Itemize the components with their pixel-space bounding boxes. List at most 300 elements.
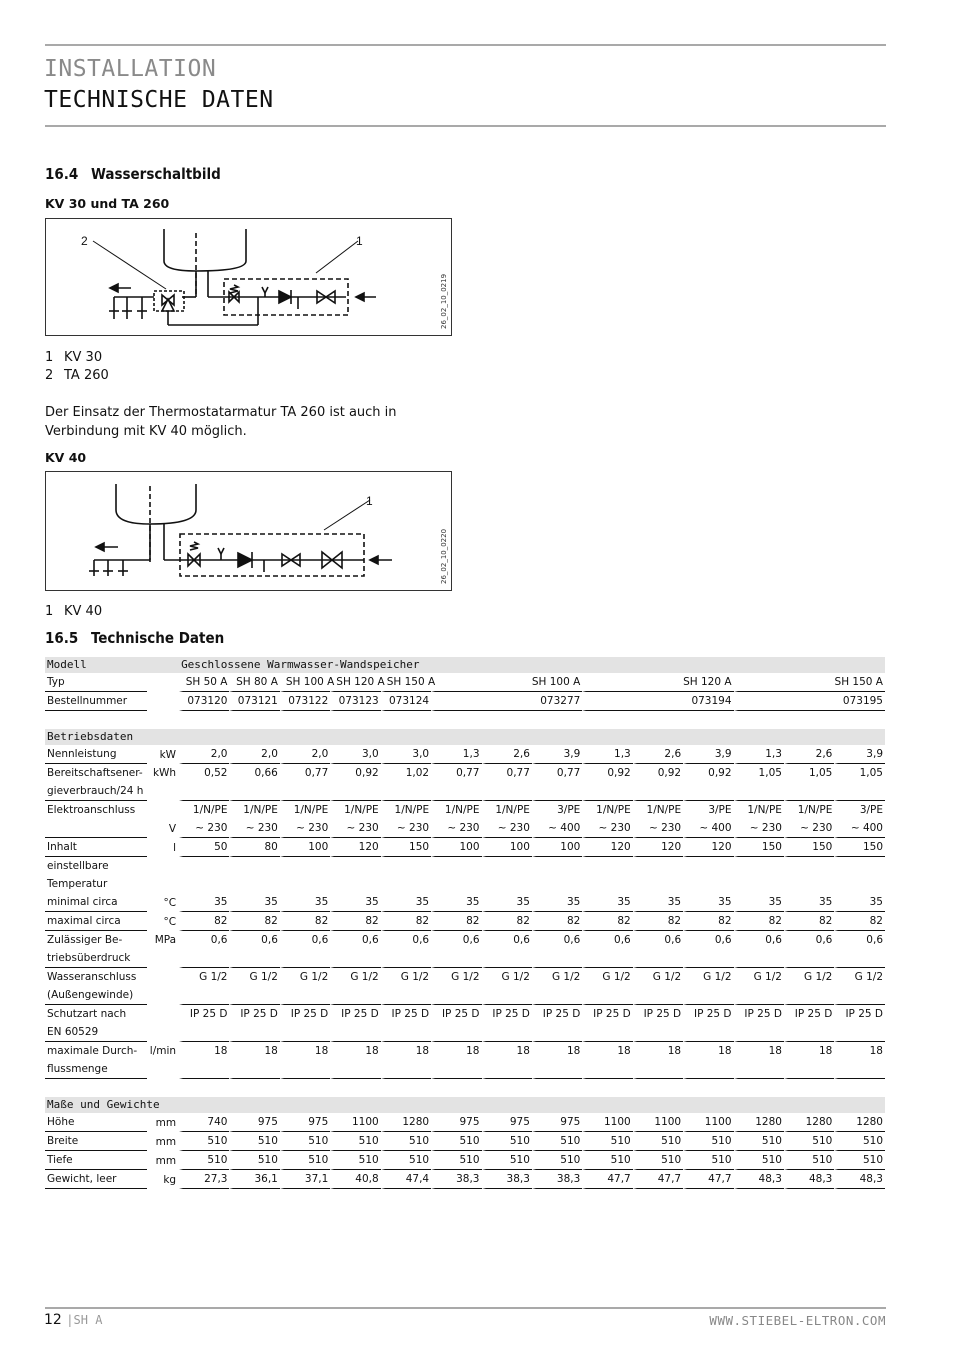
table-cell: 3,0 [330, 745, 380, 764]
table-cell: G 1/2 [784, 968, 834, 986]
table-cell [734, 986, 784, 1005]
table-cell: ~ 230 [330, 819, 380, 838]
spacer-row [45, 711, 885, 729]
table-cell [381, 1023, 431, 1042]
table-cell: 1,05 [834, 764, 885, 782]
table-cell: ~ 230 [431, 819, 481, 838]
table-cell: 3,0 [381, 745, 431, 764]
table-cell: 0,6 [330, 931, 380, 949]
table-row [45, 1151, 885, 1170]
table-cell: SH 80 A [229, 673, 279, 692]
section-row [45, 1097, 885, 1113]
table-cell: 18 [784, 1042, 834, 1060]
row-label: Gewicht, leer [45, 1170, 147, 1189]
table-cell: 1280 [784, 1113, 834, 1132]
table-cell: 1,3 [431, 745, 481, 764]
table-cell [147, 657, 179, 673]
table-cell: 2,0 [229, 745, 279, 764]
table-cell: ~ 400 [683, 819, 733, 838]
row-label: Bereitschaftsener- [47, 767, 143, 779]
table-cell [734, 1060, 784, 1079]
section-number: 16.5 [45, 629, 79, 647]
table-cell [633, 875, 683, 893]
row-unit [147, 949, 179, 968]
table-cell [633, 986, 683, 1005]
table-row [45, 1060, 885, 1079]
table-cell: 18 [381, 1042, 431, 1060]
table-cell [330, 1023, 380, 1042]
table-row [45, 875, 885, 893]
table-cell [532, 986, 582, 1005]
table-cell [280, 986, 330, 1005]
row-unit: kg [163, 1174, 177, 1186]
header-top-rule [45, 44, 886, 46]
table-cell: 510 [683, 1151, 733, 1170]
table-cell: 82 [280, 912, 330, 931]
table-cell: IP 25 D [229, 1005, 279, 1023]
table-cell [532, 875, 582, 893]
table-cell: SH 150 A [734, 673, 885, 692]
table-cell: 27,3 [179, 1170, 229, 1189]
table-cell: 510 [784, 1151, 834, 1170]
table-cell [784, 875, 834, 893]
table-cell: 120 [582, 838, 632, 857]
table-cell: ~ 400 [834, 819, 885, 838]
table-cell: 975 [229, 1113, 279, 1132]
table-cell: 1,05 [734, 764, 784, 782]
table-cell: G 1/2 [582, 968, 632, 986]
table-cell: IP 25 D [179, 1005, 229, 1023]
table-cell [179, 782, 229, 801]
table-cell [482, 1060, 532, 1079]
table-cell [734, 857, 784, 875]
table-cell [784, 1023, 834, 1042]
table-cell: 18 [683, 1042, 733, 1060]
table-row [45, 1042, 885, 1060]
table-cell: 073277 [431, 692, 582, 711]
table-cell: 82 [431, 912, 481, 931]
table-cell: 1/N/PE [280, 801, 330, 819]
row-unit [147, 782, 179, 801]
section-title: Wasserschaltbild [91, 165, 221, 183]
table-row [45, 1170, 885, 1189]
table-cell: SH 150 A [381, 673, 431, 692]
row-unit: mm [155, 1136, 177, 1148]
row-unit [147, 1005, 179, 1023]
table-cell [532, 949, 582, 968]
table-cell: 1/N/PE [734, 801, 784, 819]
table-cell: 150 [381, 838, 431, 857]
table-cell: 47,7 [582, 1170, 632, 1189]
section-label-betriebsdaten: Betriebsdaten [45, 729, 885, 745]
table-cell [179, 857, 229, 875]
table-row [45, 801, 885, 819]
table-cell [431, 949, 481, 968]
table-cell [229, 1060, 279, 1079]
table-cell [582, 949, 632, 968]
table-cell: 975 [280, 1113, 330, 1132]
table-cell: 82 [784, 912, 834, 931]
table-cell: 510 [482, 1151, 532, 1170]
table-cell [582, 1023, 632, 1042]
table-cell: 0,6 [280, 931, 330, 949]
spacer-row [45, 1079, 885, 1097]
table-cell [683, 986, 733, 1005]
table-cell [683, 949, 733, 968]
table-cell: 100 [280, 838, 330, 857]
table-cell [431, 875, 481, 893]
table-cell [633, 1023, 683, 1042]
table-cell [633, 782, 683, 801]
table-cell [381, 949, 431, 968]
table-cell: G 1/2 [482, 968, 532, 986]
table-cell: 073122 [280, 692, 330, 711]
table-cell [179, 986, 229, 1005]
table-cell [431, 782, 481, 801]
table-cell: 1/N/PE [431, 801, 481, 819]
table-cell: 510 [482, 1132, 532, 1151]
table-cell: SH 120 A [582, 673, 733, 692]
table-cell: 48,3 [734, 1170, 784, 1189]
table-cell: 0,92 [582, 764, 632, 782]
row-label: Nennleistung [45, 745, 147, 764]
table-cell: 35 [683, 893, 733, 912]
table-cell [633, 1060, 683, 1079]
table-cell: 82 [834, 912, 885, 931]
table-cell [330, 782, 380, 801]
table-cell [229, 986, 279, 1005]
table-cell: 1,3 [734, 745, 784, 764]
table-cell: 3,9 [683, 745, 733, 764]
table-cell: G 1/2 [179, 968, 229, 986]
table-cell: IP 25 D [431, 1005, 481, 1023]
table-cell: 3/PE [683, 801, 733, 819]
table-row [45, 893, 885, 912]
section-title: Technische Daten [91, 629, 225, 647]
table-cell: ~ 230 [179, 819, 229, 838]
legend-1-item: 2 TA 260 [45, 368, 109, 383]
table-cell: 3,9 [834, 745, 885, 764]
table-row [45, 912, 885, 931]
table-cell: 36,1 [229, 1170, 279, 1189]
table-cell [179, 1060, 229, 1079]
table-cell: 0,77 [280, 764, 330, 782]
table-cell: G 1/2 [431, 968, 481, 986]
table-cell: ~ 230 [734, 819, 784, 838]
row-label: triebsüberdruck [45, 949, 147, 968]
table-cell [482, 782, 532, 801]
table-cell: 18 [834, 1042, 885, 1060]
table-cell: 510 [330, 1151, 380, 1170]
table-cell: 18 [179, 1042, 229, 1060]
table-cell: 073195 [734, 692, 885, 711]
row-label: Elektroanschluss [47, 804, 136, 816]
row-unit: mm [155, 1117, 177, 1129]
row-unit: kW [159, 749, 177, 761]
table-cell: 38,3 [532, 1170, 582, 1189]
row-label: Schutzart nach [47, 1008, 127, 1020]
table-cell: 1,3 [582, 745, 632, 764]
row-label: Zulässiger Be- [47, 934, 123, 946]
table-cell [330, 949, 380, 968]
table-cell [431, 1023, 481, 1042]
table-cell: 18 [280, 1042, 330, 1060]
diagram1-label-2: 2 [81, 234, 88, 248]
table-cell [582, 1060, 632, 1079]
table-cell: G 1/2 [683, 968, 733, 986]
table-cell: 37,1 [280, 1170, 330, 1189]
table-cell [280, 857, 330, 875]
table-cell [330, 1060, 380, 1079]
table-cell: 2,6 [633, 745, 683, 764]
table-cell: 0,77 [482, 764, 532, 782]
table-cell: G 1/2 [834, 968, 885, 986]
table-cell [482, 949, 532, 968]
table-cell [280, 1023, 330, 1042]
table-cell: 510 [834, 1151, 885, 1170]
table-cell [431, 986, 481, 1005]
table-cell: 073120 [179, 692, 229, 711]
table-cell: 3,9 [532, 745, 582, 764]
table-cell: 2,6 [482, 745, 532, 764]
table-cell: G 1/2 [532, 968, 582, 986]
row-label: Tiefe [45, 1151, 147, 1170]
row-unit [147, 968, 179, 986]
table-cell: 100 [482, 838, 532, 857]
row-unit: l/min [149, 1045, 177, 1057]
table-cell: 0,66 [229, 764, 279, 782]
table-cell: 82 [330, 912, 380, 931]
table-cell: 82 [532, 912, 582, 931]
table-cell: 510 [179, 1151, 229, 1170]
table-cell: 0,6 [734, 931, 784, 949]
table-cell: SH 100 A [431, 673, 582, 692]
table-cell: 18 [482, 1042, 532, 1060]
table-row [45, 819, 885, 838]
table-cell [834, 782, 885, 801]
table-cell: 0,6 [431, 931, 481, 949]
table-row [45, 782, 885, 801]
table-cell [482, 857, 532, 875]
table-cell [179, 1023, 229, 1042]
table-cell: 47,4 [381, 1170, 431, 1189]
table-cell: 975 [482, 1113, 532, 1132]
table-cell [633, 949, 683, 968]
table-cell: 35 [582, 893, 632, 912]
note-paragraph: Der Einsatz der Thermostatarmatur TA 260 ist auch in Verbindung mit KV 40 möglich. [45, 405, 397, 439]
legend-2-item: 1 KV 40 [45, 604, 103, 619]
table-cell: 1100 [330, 1113, 380, 1132]
table-cell: 510 [784, 1132, 834, 1151]
table-cell: 1100 [582, 1113, 632, 1132]
row-unit: °C [163, 916, 177, 928]
table-cell [734, 875, 784, 893]
table-cell [734, 1023, 784, 1042]
table-cell: 510 [179, 1132, 229, 1151]
table-cell: IP 25 D [734, 1005, 784, 1023]
table-cell [431, 857, 481, 875]
table-cell: ~ 230 [229, 819, 279, 838]
table-cell: 1/N/PE [482, 801, 532, 819]
table-cell: 073124 [381, 692, 431, 711]
row-unit [147, 692, 179, 711]
order-number-row [45, 692, 885, 711]
table-cell [683, 1023, 733, 1042]
table-cell: 0,92 [330, 764, 380, 782]
table-cell: 510 [734, 1132, 784, 1151]
model-value: Geschlossene Warmwasser-Wandspeicher [179, 657, 885, 673]
table-cell: 100 [532, 838, 582, 857]
table-cell [229, 875, 279, 893]
table-cell: 1100 [633, 1113, 683, 1132]
table-row [45, 1005, 885, 1023]
table-cell [633, 857, 683, 875]
table-cell: 510 [532, 1151, 582, 1170]
section-label-masse: Maße und Gewichte [45, 1097, 885, 1113]
table-cell: 35 [381, 893, 431, 912]
table-row [45, 838, 885, 857]
table-cell: 0,52 [179, 764, 229, 782]
table-cell: 2,6 [784, 745, 834, 764]
table-cell: 3/PE [834, 801, 885, 819]
table-cell [582, 782, 632, 801]
table-row [45, 764, 885, 782]
table-cell: 82 [179, 912, 229, 931]
table-cell: 82 [683, 912, 733, 931]
table-cell: ~ 230 [582, 819, 632, 838]
table-cell: 0,92 [683, 764, 733, 782]
table-cell: 1280 [834, 1113, 885, 1132]
table-cell: ~ 230 [280, 819, 330, 838]
table-cell: IP 25 D [683, 1005, 733, 1023]
table-cell [179, 875, 229, 893]
row-unit: °C [163, 897, 177, 909]
table-cell [381, 1060, 431, 1079]
table-cell [532, 1060, 582, 1079]
website-url: WWW.STIEBEL-ELTRON.COM [709, 1313, 886, 1328]
table-cell: 35 [229, 893, 279, 912]
table-cell: 38,3 [431, 1170, 481, 1189]
table-cell: 38,3 [482, 1170, 532, 1189]
table-cell [582, 875, 632, 893]
table-cell [482, 875, 532, 893]
diagram-drawing [46, 472, 451, 590]
table-cell [784, 1060, 834, 1079]
table-cell: 1280 [381, 1113, 431, 1132]
row-unit: MPa [154, 934, 177, 946]
page-title: TECHNISCHE DATEN [44, 87, 274, 113]
table-cell [229, 1023, 279, 1042]
table-cell: 82 [582, 912, 632, 931]
page-number: 12 |SH A [44, 1312, 103, 1328]
table-cell: 82 [633, 912, 683, 931]
table-cell: ~ 400 [532, 819, 582, 838]
table-cell: 48,3 [784, 1170, 834, 1189]
table-cell: 0,6 [683, 931, 733, 949]
table-cell: 510 [431, 1151, 481, 1170]
table-cell: 35 [179, 893, 229, 912]
table-cell: 2,0 [280, 745, 330, 764]
section-heading-16-5 [45, 629, 224, 647]
table-cell: 100 [431, 838, 481, 857]
table-cell: 2,0 [179, 745, 229, 764]
table-cell: 510 [633, 1132, 683, 1151]
header-section: INSTALLATION [44, 56, 217, 82]
table-cell [330, 875, 380, 893]
table-cell [381, 986, 431, 1005]
table-cell [784, 949, 834, 968]
model-row [45, 657, 885, 673]
table-cell: SH 100 A [280, 673, 330, 692]
table-cell: IP 25 D [633, 1005, 683, 1023]
table-cell: 0,6 [532, 931, 582, 949]
table-cell: 510 [683, 1132, 733, 1151]
table-cell [734, 782, 784, 801]
table-cell: IP 25 D [482, 1005, 532, 1023]
row-label: Bestellnummer [45, 692, 147, 711]
table-cell: 35 [633, 893, 683, 912]
table-cell: G 1/2 [330, 968, 380, 986]
section-row [45, 729, 885, 745]
table-cell: 510 [431, 1132, 481, 1151]
row-unit [147, 673, 179, 692]
row-label: maximal circa [45, 912, 147, 931]
water-diagram-kv40 [45, 471, 452, 591]
diagram-drawing [46, 219, 451, 335]
table-cell: 18 [431, 1042, 481, 1060]
table-cell [330, 857, 380, 875]
row-unit [147, 1023, 179, 1042]
table-cell: 40,8 [330, 1170, 380, 1189]
diagram2-label-1: 1 [366, 494, 373, 508]
table-cell: 35 [431, 893, 481, 912]
table-cell: 0,92 [633, 764, 683, 782]
table-cell: 18 [229, 1042, 279, 1060]
table-cell: 0,6 [633, 931, 683, 949]
row-label: Inhalt [45, 838, 147, 857]
table-cell: 120 [330, 838, 380, 857]
row-unit: kWh [152, 767, 177, 779]
table-cell: 150 [784, 838, 834, 857]
row-unit: l [173, 842, 177, 854]
row-label: einstellbare [47, 860, 109, 872]
row-label: Typ [45, 673, 147, 692]
table-row [45, 1132, 885, 1151]
table-cell: 510 [734, 1151, 784, 1170]
table-cell: 1/N/PE [582, 801, 632, 819]
table-cell: G 1/2 [229, 968, 279, 986]
table-cell: 35 [330, 893, 380, 912]
table-cell [683, 857, 733, 875]
table-cell: 50 [179, 838, 229, 857]
table-cell: 510 [633, 1151, 683, 1170]
table-cell [482, 1023, 532, 1042]
table-cell: 35 [834, 893, 885, 912]
table-cell: IP 25 D [582, 1005, 632, 1023]
table-cell [834, 949, 885, 968]
table-cell: IP 25 D [784, 1005, 834, 1023]
subheading-kv30-ta260: KV 30 und TA 260 [45, 196, 170, 211]
table-cell: 82 [381, 912, 431, 931]
table-cell: ~ 230 [482, 819, 532, 838]
table-cell: 18 [532, 1042, 582, 1060]
table-row [45, 1113, 885, 1132]
table-cell: 510 [280, 1151, 330, 1170]
footer-rule [45, 1307, 886, 1309]
table-cell [229, 857, 279, 875]
table-cell: 35 [532, 893, 582, 912]
table-cell: 510 [330, 1132, 380, 1151]
